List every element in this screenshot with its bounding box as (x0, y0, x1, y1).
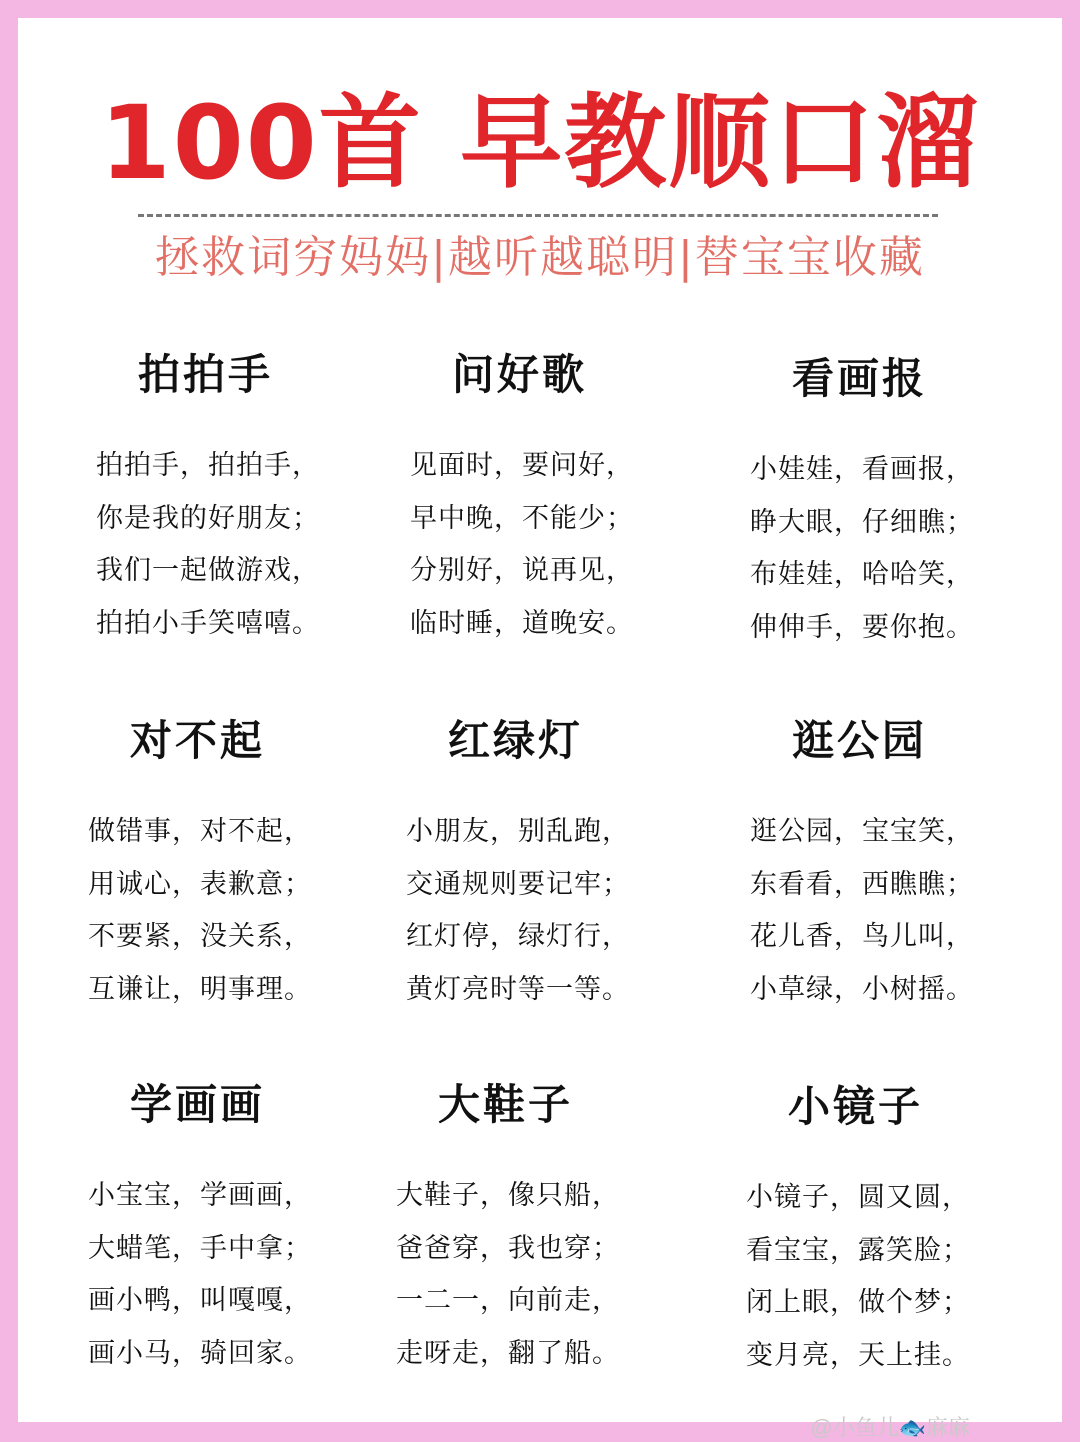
watermark: @小鱼儿🐟麻麻 (810, 1411, 970, 1442)
poem-line: 闭上眼，做个梦； (746, 1277, 1046, 1330)
page-subtitle: 拯救词穷妈妈|越听越聪明|替宝宝收藏 (18, 232, 1062, 285)
poem-title: 对不起 (88, 716, 388, 766)
content-card (18, 18, 1062, 1422)
poem-block (410, 350, 710, 650)
poem-line: 花儿香，鸟儿叫， (750, 911, 1050, 964)
poem-line: 东看看，西瞧瞧； (750, 859, 1050, 912)
poem-line: 走呀走，翻了船。 (396, 1328, 696, 1381)
poem-line: 分别好，说再见， (410, 545, 710, 598)
poem-line: 临时睡，道晚安。 (410, 598, 710, 651)
poem-line: 做错事，对不起， (88, 806, 388, 859)
poem-block (746, 1082, 1046, 1382)
poem-line: 大蜡笔，手中拿； (88, 1223, 388, 1276)
poem-line: 互谦让，明事理。 (88, 964, 388, 1017)
poem-title: 小镜子 (746, 1082, 1046, 1132)
poem-line: 睁大眼，仔细瞧； (750, 497, 1050, 550)
poem-line: 一二一，向前走， (396, 1275, 696, 1328)
poem-line: 小草绿，小树摇。 (750, 964, 1050, 1017)
poem-line: 拍拍小手笑嘻嘻。 (96, 598, 396, 651)
dashed-divider (138, 214, 938, 217)
poem-block (96, 350, 396, 650)
poem-line: 小朋友，别乱跑， (406, 806, 706, 859)
poem-title: 看画报 (750, 354, 1050, 404)
poem-line: 交通规则要记牢； (406, 859, 706, 912)
poem-line: 画小马，骑回家。 (88, 1328, 388, 1381)
poem-title: 问好歌 (410, 350, 710, 400)
poem-line: 我们一起做游戏， (96, 545, 396, 598)
poem-block (396, 1080, 696, 1380)
poem-line: 不要紧，没关系， (88, 911, 388, 964)
poem-line: 画小鸭，叫嘎嘎， (88, 1275, 388, 1328)
poem-line: 小镜子，圆又圆， (746, 1172, 1046, 1225)
poem-line: 伸伸手，要你抱。 (750, 602, 1050, 655)
poem-title: 大鞋子 (396, 1080, 696, 1130)
page-title: 100首 早教顺口溜 (18, 88, 1062, 200)
poem-line: 用诚心，表歉意； (88, 859, 388, 912)
poem-line: 小娃娃，看画报， (750, 444, 1050, 497)
poem-line: 小宝宝，学画画， (88, 1170, 388, 1223)
poem-line: 看宝宝，露笑脸； (746, 1225, 1046, 1278)
poem-line: 爸爸穿，我也穿； (396, 1223, 696, 1276)
poem-line: 红灯停，绿灯行， (406, 911, 706, 964)
poem-line: 拍拍手，拍拍手， (96, 440, 396, 493)
poem-line: 变月亮，天上挂。 (746, 1330, 1046, 1383)
poem-line: 逛公园，宝宝笑， (750, 806, 1050, 859)
poem-block (406, 716, 706, 1016)
poem-line: 黄灯亮时等一等。 (406, 964, 706, 1017)
poem-line: 见面时，要问好， (410, 440, 710, 493)
poem-line: 你是我的好朋友； (96, 493, 396, 546)
poem-title: 逛公园 (750, 716, 1050, 766)
poem-block (750, 716, 1050, 1016)
poem-line: 大鞋子，像只船， (396, 1170, 696, 1223)
poem-line: 早中晚，不能少； (410, 493, 710, 546)
poem-block (88, 1080, 388, 1380)
poem-title: 学画画 (88, 1080, 388, 1130)
poem-title: 拍拍手 (96, 350, 396, 400)
poem-title: 红绿灯 (406, 716, 706, 766)
poem-line: 布娃娃，哈哈笑， (750, 549, 1050, 602)
poem-block (750, 354, 1050, 654)
poem-block (88, 716, 388, 1016)
